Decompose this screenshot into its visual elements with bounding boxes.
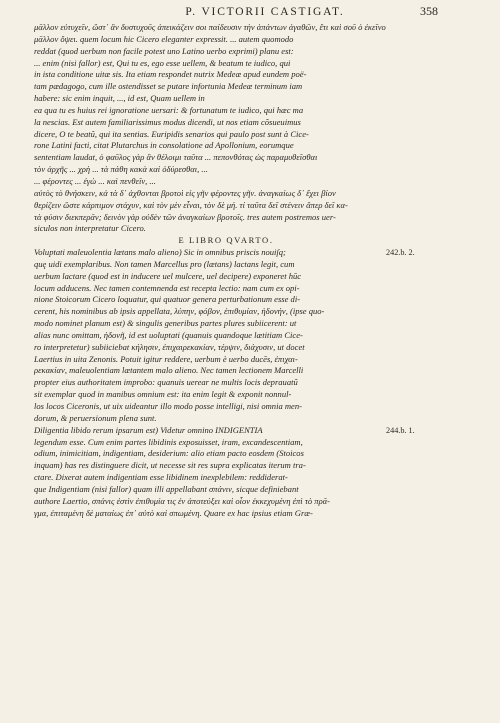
text-line: dorum, & peruersionum plena sunt.: [34, 412, 157, 423]
text-line: Voluptati maleuolentia lætans malo alieno) Sic in omnibus priscis nouiſq;: [34, 247, 286, 258]
text-line: Diligentia libido rerum ipsarum est) Videtur omnino INDIGENTIA: [34, 424, 263, 435]
text-line: ctare. Dixerat autem indigentiam esse libidinem inexplebilem: reddiderat-: [34, 472, 288, 483]
text-line: cerent, his nominibus ab ipsis appellata, λύπην, φόβον, ἐπιθυμίαν, ἡδονήν, (ipse quo-: [34, 306, 325, 317]
margin-reference: 242.b. 2.: [386, 248, 415, 258]
text-line: ea qua tu es huius rei ignoratione uersari: & fortunatum te iudico, qui hæc ma: [34, 104, 304, 115]
text-line: tam pædagogo, cum ille ostendisset se putare infortunia Medeæ terminum iam: [34, 81, 303, 92]
text-line: quę uidi exemplaribus. Non tamen Marcellus pro (lætans) lactans legit, cum: [34, 258, 295, 269]
text-line: authore Laertio, σπάνις ἐστὶν ἐπιθυμία τις ἐν ἀποτεύξει καὶ οἷον ἐκκεχυμένη ἐπὶ τὸ πρᾶ-: [34, 495, 331, 506]
text-line: dicere, O te beatũ, qui ita sentias. Euripidis senarios qui paulo post sunt à Cice-: [34, 128, 309, 139]
margin-reference: 244.b. 1.: [386, 425, 415, 435]
text-line: modo nominet planum est) & singulis generibus partes plures subiicerent: ut: [34, 318, 297, 329]
text-line: que Indigentiam (nisi fallor) quam illi appellabant σπάνιν, sicque definiebant: [34, 483, 299, 494]
text-line: reddat (quod uerbum non facile potest uno Latino uerbo exprimi) planu est:: [34, 45, 294, 56]
text-line: habere: sic enim inquit, ..., id est, Quam uellem in: [34, 93, 205, 104]
text-line: μᾶλλον ὄψει. quem locum hic Cicero eleganter expressit. ... autem quomodo: [34, 33, 294, 44]
text-line: Laertius in uita Zenonis. Potuit igitur reddere, uerbum è uerbo ducēs, ἐπιχαι-: [34, 353, 298, 364]
body-text: [34, 22, 418, 519]
text-line: legendum esse. Cum enim partes libidinis exposuisset, iram, excandescentiam,: [34, 436, 303, 447]
text-line: nione Stoicorum Cicero loquatur, qui quatuor genera perturbationum esse di-: [34, 294, 301, 305]
text-line: αὐτὸς τὸ θνήσκειν, κἀ τὰ δ᾽ ἀχθονται βροτοὶ εἰς γῆν φέροντες γῆν. ἀναγκαίως δ᾽ ἔχει βίον: [34, 187, 336, 198]
text-line: in ista conditione uitæ sis. Ita etiam respondet nutrix Medeæ apud eundem poë-: [34, 69, 307, 80]
text-line: rone Latini facti, citat Plutarchus in consolatione ad Apollonium, eorumque: [34, 140, 294, 151]
running-head: P. VICTORII CASTIGAT.: [185, 6, 345, 18]
text-line: siculos non interpretatur Cicero.: [34, 223, 146, 234]
text-line: inquam) has res distinguere dicit, ut necesse sit res supra explicatas iterum tra-: [34, 460, 306, 471]
text-line: sit exemplar quod in manibus omnium est: ita enim legit & exponit nonnul-: [34, 389, 292, 400]
text-line: ... φέροντες ... ἐγὼ ... καὶ πενθεῖν, ...: [34, 175, 156, 186]
section-heading: E LIBRO QVARTO.: [178, 235, 274, 246]
text-line: θερίζειν ὥστε κάρπιμον στάχυν, καὶ τὸν μὲν εἶναι, τὸν δὲ μή. τί ταῦτα δεῖ στένειν ἅπερ δεῖ κα-: [34, 199, 348, 210]
text-line: τὸν ἀρχῆς ... χρὴ ... τὰ πάθη κακὰ καὶ ὀδύρεσθαι, ...: [34, 164, 208, 175]
text-line: propter eius authoritatem improbo: quanuis uerear ne multis locis deprauatũ: [34, 377, 298, 388]
text-line: ρεκακίαν, maleuolentiam lætantem malo alieno. Nec tamen lectionem Marcelli: [34, 365, 304, 376]
text-line: la nescias. Est autem familiarissimus modus dicendi, ut nos etiam cõsueuimus: [34, 116, 301, 127]
text-line: los locos Ciceronis, ut uix uideantur illo modo posse intelligi, nisi omnia men-: [34, 401, 302, 411]
text-line: sententiam laudat, ὁ φαῦλος γὰρ ἂν θέλοιμι ταῦτα ... πεπονθότας ὡς παραμυθεῖσθαι: [34, 152, 318, 163]
text-line: τὰ φύσιν διεκπερᾶν; δεινὸν γὰρ οὐδὲν τῶν ἀναγκαίων βροτοῖς. tres autem postremos uer-: [34, 211, 336, 222]
text-line: ... enim (nisi fallor) est, Qui tu es, ego esse uellem, & beatum te iudico, qui: [34, 57, 291, 68]
text-line: γμα, ἐπιταμένη δὲ ματαίως ἐπ᾽ αὐτὸ καὶ σπωμένη. Quare ex hac ipsius etiam Græ-: [34, 507, 313, 518]
text-line: odium, inimicitiam, indigentiam, desiderium: alio etiam pacto eosdem (Stoicos: [34, 448, 304, 459]
text-line: ro interpretetur) subiiciebat κήλησιν, ἐπιχαιρεκακίαν, τέρψιν, διάχυσιν, ut docet: [34, 341, 305, 352]
text-line: uerbum lactare (quod est in inducere uel mulcere, uel decipere) exponeret hūc: [34, 270, 302, 281]
text-line: locum adducens. Nec tamen contemnenda est recepta lectio: nam cum ex opi-: [34, 282, 300, 293]
text-line: μᾶλλον εὐτυχεῖν, ὥστ᾽ ἂν δυστυχοῦς ἀπεικάζειν σοι παίδευσιν τὴν ἁπάντων ἀγαθῶν, ἔτι καὶ σοῦ ὁ ἐκεῖνο: [34, 22, 386, 32]
page-number: 358: [420, 4, 438, 18]
text-line: alias nunc omittam, ἡδονῆ, id est uoluptati (quanuis quandoque lætitiam Cice-: [34, 329, 303, 340]
